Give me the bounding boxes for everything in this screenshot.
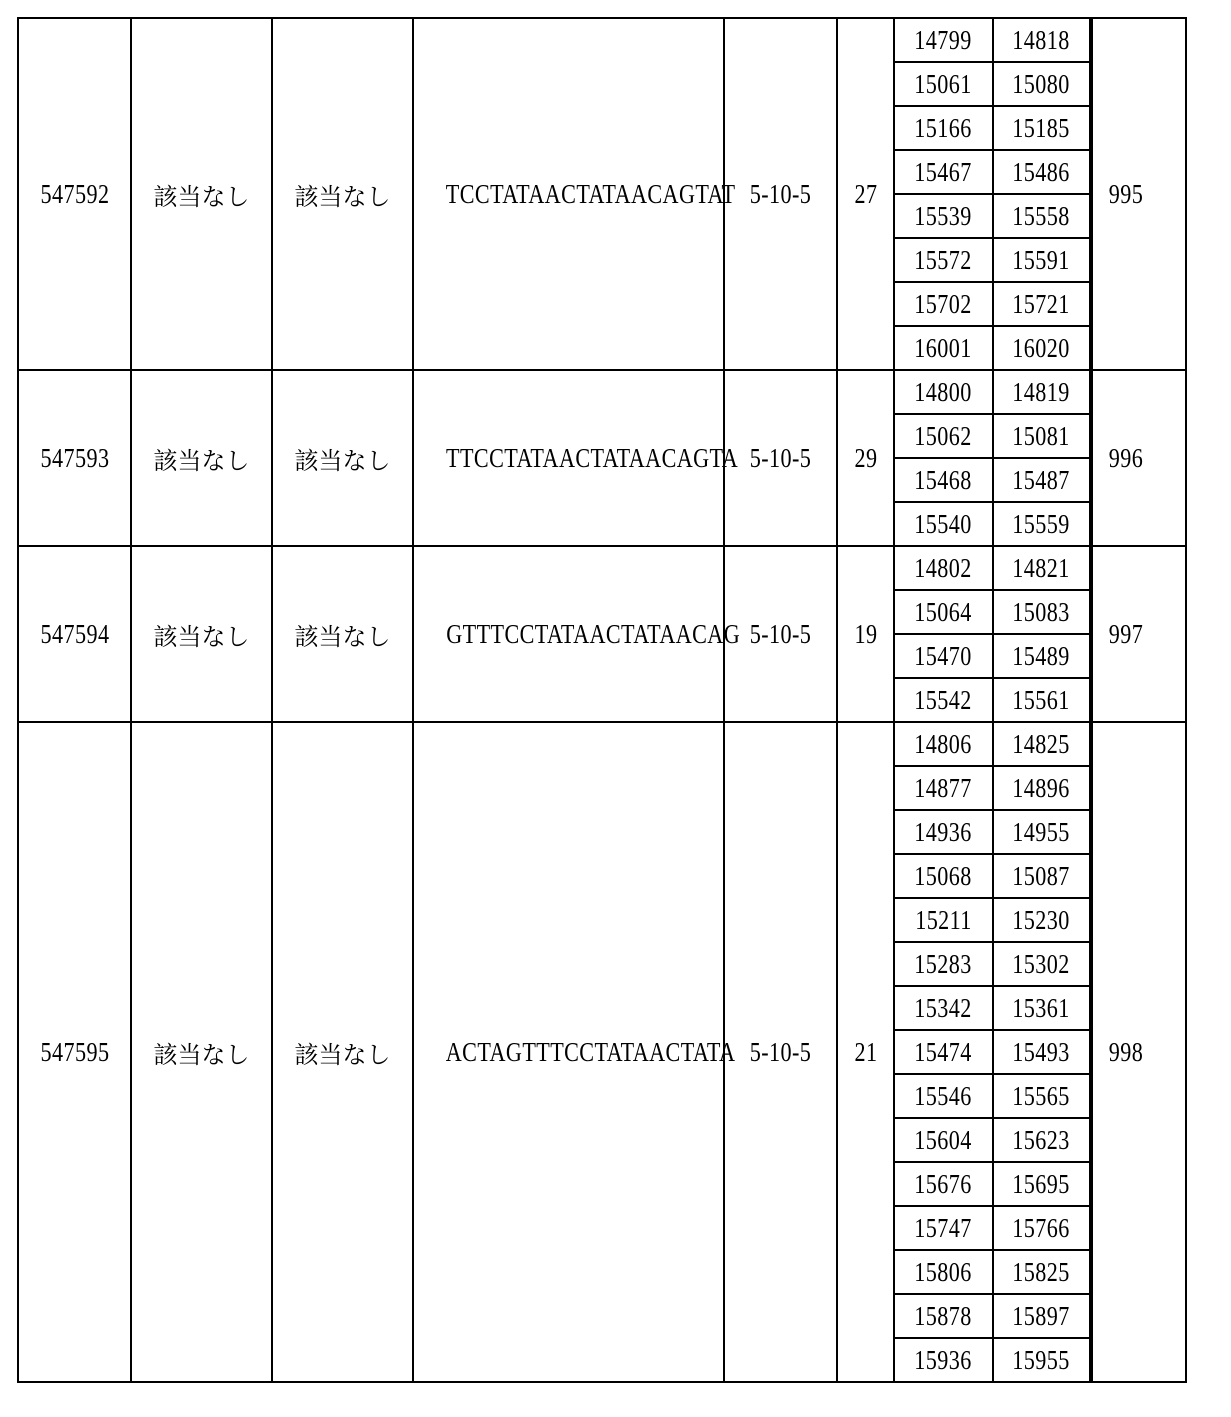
range-end: 15083: [993, 590, 1091, 634]
range-end: 15080: [993, 62, 1091, 106]
motif-text: 5-10-5: [749, 178, 812, 209]
range-start: 15702: [895, 282, 993, 326]
range-row: [895, 106, 1090, 150]
range-end: 15721: [993, 282, 1091, 326]
range-start: 15936: [895, 1338, 993, 1381]
range-row: [895, 723, 1090, 766]
range-row: [895, 194, 1090, 238]
range-end: 15087: [993, 854, 1091, 898]
target-b-cell: [272, 722, 413, 1382]
compound-id-cell: [18, 370, 131, 546]
col3-text: 該当なし: [294, 1040, 391, 1069]
count-text: 29: [854, 442, 877, 473]
range-row: [895, 1338, 1090, 1381]
range-start: 15806: [895, 1250, 993, 1294]
range-row: [895, 986, 1090, 1030]
sequence-cell: [413, 370, 739, 546]
range-end: 15766: [993, 1206, 1091, 1250]
range-end: 14955: [993, 810, 1091, 854]
range-end: 14825: [993, 723, 1091, 766]
range-row: [895, 150, 1090, 194]
id-text: 547593: [40, 442, 109, 473]
range-end: 15302: [993, 942, 1091, 986]
seq-id-cell: [1092, 546, 1186, 722]
seq-id-cell: [1092, 370, 1186, 546]
range-end: 14819: [993, 371, 1091, 414]
range-row: [895, 942, 1090, 986]
range-row: [895, 1074, 1090, 1118]
table-row: [18, 370, 1186, 546]
compound-id-cell: [18, 18, 131, 370]
range-row: [895, 371, 1090, 414]
range-start: 14936: [895, 810, 993, 854]
target-b-cell: [272, 18, 413, 370]
range-row: [895, 1294, 1090, 1338]
range-start: 15061: [895, 62, 993, 106]
target-a-cell: [131, 370, 272, 546]
col2-text: 該当なし: [153, 182, 250, 211]
seq-id-text: 997: [1108, 618, 1144, 649]
range-start: 15747: [895, 1206, 993, 1250]
ranges-cell: [894, 722, 1092, 1382]
compound-id-cell: [18, 722, 131, 1382]
range-end: 14818: [993, 19, 1091, 62]
range-start: 15467: [895, 150, 993, 194]
sequence-cell: [413, 18, 736, 370]
range-end: 15081: [993, 414, 1091, 458]
range-start: 14799: [895, 19, 993, 62]
range-start: 14800: [895, 371, 993, 414]
sequence-text: TTCCTATAACTATAACAGTA: [446, 442, 739, 473]
range-row: [895, 414, 1090, 458]
range-start: 15062: [895, 414, 993, 458]
motif-cell: [724, 18, 837, 370]
range-end: 14821: [993, 547, 1091, 590]
ranges-subtable: [895, 547, 1091, 721]
target-a-cell: [131, 546, 272, 722]
range-start: 16001: [895, 326, 993, 369]
ranges-cell: [894, 18, 1092, 370]
table-row: [18, 722, 1186, 1382]
id-text: 547592: [40, 178, 109, 209]
range-start: 15470: [895, 634, 993, 678]
ranges-subtable: [895, 723, 1091, 1381]
seq-id-cell: [1092, 722, 1186, 1382]
table-row: [18, 546, 1186, 722]
range-start: 15211: [895, 898, 993, 942]
ranges-cell: [894, 546, 1092, 722]
range-start: 14802: [895, 547, 993, 590]
range-row: [895, 1250, 1090, 1294]
range-start: 15283: [895, 942, 993, 986]
range-row: [895, 1206, 1090, 1250]
seq-id-text: 996: [1108, 442, 1144, 473]
range-row: [895, 238, 1090, 282]
count-cell: [837, 546, 894, 722]
range-row: [895, 1162, 1090, 1206]
ranges-subtable: [895, 371, 1091, 545]
range-end: 15230: [993, 898, 1091, 942]
range-start: 15068: [895, 854, 993, 898]
range-end: 15561: [993, 678, 1091, 721]
range-row: [895, 634, 1090, 678]
col2-text: 該当なし: [153, 622, 250, 651]
range-end: 15955: [993, 1338, 1091, 1381]
range-end: 15361: [993, 986, 1091, 1030]
range-start: 15572: [895, 238, 993, 282]
range-start: 15540: [895, 502, 993, 545]
range-end: 15185: [993, 106, 1091, 150]
range-start: 15166: [895, 106, 993, 150]
range-row: [895, 19, 1090, 62]
range-row: [895, 458, 1090, 502]
range-start: 14806: [895, 723, 993, 766]
range-start: 15546: [895, 1074, 993, 1118]
range-row: [895, 898, 1090, 942]
range-row: [895, 1118, 1090, 1162]
range-start: 14877: [895, 766, 993, 810]
sequence-cell: [413, 546, 741, 722]
target-a-cell: [131, 18, 272, 370]
seq-id-text: 998: [1108, 1036, 1144, 1067]
motif-text: 5-10-5: [749, 1036, 812, 1067]
range-row: [895, 678, 1090, 721]
ranges-subtable: [895, 19, 1091, 369]
range-start: 15542: [895, 678, 993, 721]
count-text: 21: [854, 1036, 877, 1067]
motif-cell: [724, 722, 837, 1382]
range-start: 15604: [895, 1118, 993, 1162]
motif-cell: [724, 546, 837, 722]
target-a-cell: [131, 722, 272, 1382]
range-start: 15474: [895, 1030, 993, 1074]
range-start: 15064: [895, 590, 993, 634]
range-row: [895, 1030, 1090, 1074]
range-start: 15878: [895, 1294, 993, 1338]
range-end: 16020: [993, 326, 1091, 369]
range-row: [895, 282, 1090, 326]
range-end: 15489: [993, 634, 1091, 678]
range-row: [895, 547, 1090, 590]
range-end: 15558: [993, 194, 1091, 238]
seq-id-cell: [1092, 18, 1186, 370]
range-row: [895, 854, 1090, 898]
motif-text: 5-10-5: [749, 618, 812, 649]
col3-text: 該当なし: [294, 446, 391, 475]
motif-text: 5-10-5: [749, 442, 812, 473]
range-end: 15565: [993, 1074, 1091, 1118]
range-end: 15825: [993, 1250, 1091, 1294]
range-start: 15342: [895, 986, 993, 1030]
range-row: [895, 810, 1090, 854]
range-end: 15486: [993, 150, 1091, 194]
count-text: 27: [854, 178, 877, 209]
table-row: [18, 18, 1186, 370]
col2-text: 該当なし: [153, 1040, 250, 1069]
range-end: 15897: [993, 1294, 1091, 1338]
oligo-table: [17, 17, 1187, 1383]
range-start: 15468: [895, 458, 993, 502]
range-end: 14896: [993, 766, 1091, 810]
count-cell: [837, 370, 894, 546]
range-end: 15695: [993, 1162, 1091, 1206]
motif-cell: [724, 370, 837, 546]
id-text: 547594: [40, 618, 109, 649]
range-end: 15559: [993, 502, 1091, 545]
sequence-cell: [413, 722, 736, 1382]
range-end: 15493: [993, 1030, 1091, 1074]
col3-text: 該当なし: [294, 182, 391, 211]
range-row: [895, 62, 1090, 106]
sequence-text: GTTTCCTATAACTATAACAG: [446, 618, 741, 649]
target-b-cell: [272, 370, 413, 546]
compound-id-cell: [18, 546, 131, 722]
sequence-text: ACTAGTTTCCTATAACTATA: [445, 1036, 736, 1067]
ranges-cell: [894, 370, 1092, 546]
range-start: 15539: [895, 194, 993, 238]
sequence-text: TCCTATAACTATAACAGTAT: [445, 178, 736, 209]
count-text: 19: [854, 618, 877, 649]
range-end: 15487: [993, 458, 1091, 502]
range-row: [895, 590, 1090, 634]
col3-text: 該当なし: [294, 622, 391, 651]
count-cell: [837, 722, 894, 1382]
range-start: 15676: [895, 1162, 993, 1206]
col2-text: 該当なし: [153, 446, 250, 475]
count-cell: [837, 18, 894, 370]
target-b-cell: [272, 546, 413, 722]
range-row: [895, 326, 1090, 369]
id-text: 547595: [40, 1036, 109, 1067]
range-end: 15623: [993, 1118, 1091, 1162]
range-row: [895, 502, 1090, 545]
seq-id-text: 995: [1108, 178, 1144, 209]
range-end: 15591: [993, 238, 1091, 282]
range-row: [895, 766, 1090, 810]
